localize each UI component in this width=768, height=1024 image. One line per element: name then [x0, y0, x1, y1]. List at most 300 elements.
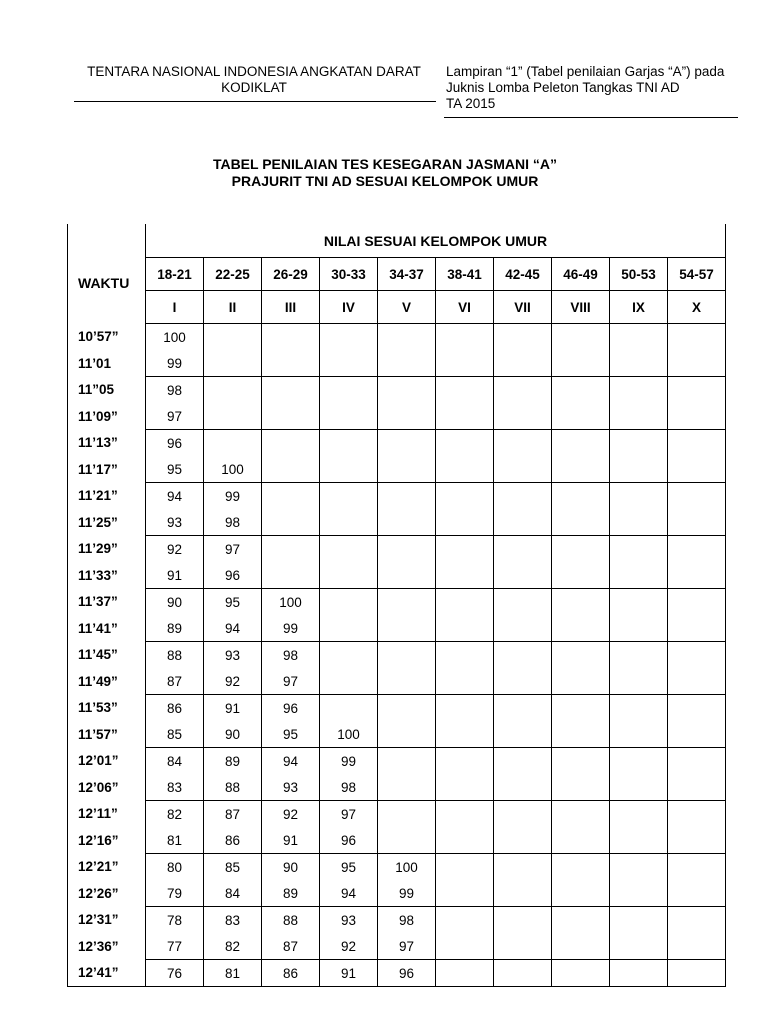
- score-cell: [262, 536, 320, 563]
- table-row: [68, 721, 726, 748]
- score-cell: [610, 774, 668, 801]
- score-cell: [668, 854, 726, 881]
- score-cell: [262, 562, 320, 589]
- score-cell: [552, 933, 610, 960]
- score-cell: [378, 748, 436, 775]
- score-cell: [436, 456, 494, 483]
- time-cell: 12’21”: [68, 854, 146, 881]
- age-group-header: 22-25: [204, 258, 262, 291]
- score-cell: 82: [204, 933, 262, 960]
- score-cell: [436, 536, 494, 563]
- score-cell: 98: [146, 377, 204, 404]
- score-cell: [552, 774, 610, 801]
- score-cell: 99: [204, 483, 262, 510]
- age-group-header: 34-37: [378, 258, 436, 291]
- roman-header: IX: [610, 291, 668, 324]
- score-cell: [494, 615, 552, 642]
- score-cell: 98: [378, 907, 436, 934]
- score-cell: [494, 324, 552, 351]
- score-cell: [262, 483, 320, 510]
- roman-header: III: [262, 291, 320, 324]
- score-cell: [610, 933, 668, 960]
- score-cell: 79: [146, 880, 204, 907]
- score-cell: [610, 668, 668, 695]
- time-cell: 12’41”: [68, 960, 146, 987]
- score-cell: 84: [146, 748, 204, 775]
- score-cell: [610, 695, 668, 722]
- score-cell: 100: [262, 589, 320, 616]
- score-cell: [668, 933, 726, 960]
- score-cell: [494, 509, 552, 536]
- table-row: [68, 774, 726, 801]
- score-cell: [552, 907, 610, 934]
- score-cell: 93: [146, 509, 204, 536]
- score-cell: 94: [204, 615, 262, 642]
- age-group-header: 54-57: [668, 258, 726, 291]
- score-cell: 88: [204, 774, 262, 801]
- score-cell: [436, 324, 494, 351]
- score-cell: [494, 827, 552, 854]
- score-cell: 88: [146, 642, 204, 669]
- score-cell: 100: [320, 721, 378, 748]
- score-cell: [494, 589, 552, 616]
- score-cell: [378, 615, 436, 642]
- score-cell: 93: [204, 642, 262, 669]
- score-cell: [378, 483, 436, 510]
- score-cell: [552, 668, 610, 695]
- score-body: [68, 324, 726, 987]
- score-cell: [494, 536, 552, 563]
- score-cell: [436, 642, 494, 669]
- score-cell: [378, 827, 436, 854]
- score-cell: [320, 668, 378, 695]
- score-cell: 100: [204, 456, 262, 483]
- score-cell: 98: [320, 774, 378, 801]
- time-cell: 11’13”: [68, 430, 146, 457]
- score-cell: [320, 562, 378, 589]
- attachment-line-1: Lampiran “1” (Tabel penilaian Garjas “A”) pada: [446, 64, 725, 79]
- score-cell: [668, 774, 726, 801]
- score-cell: [610, 430, 668, 457]
- score-cell: 80: [146, 854, 204, 881]
- score-cell: [494, 907, 552, 934]
- time-cell: 11’25”: [68, 509, 146, 536]
- roman-header: VII: [494, 291, 552, 324]
- score-cell: 92: [204, 668, 262, 695]
- time-cell: 11’17”: [68, 456, 146, 483]
- table-row: [68, 880, 726, 907]
- score-cell: [262, 430, 320, 457]
- score-cell: 93: [320, 907, 378, 934]
- score-cell: 95: [262, 721, 320, 748]
- score-cell: [668, 615, 726, 642]
- score-cell: [378, 695, 436, 722]
- time-cell: 11’53”: [68, 695, 146, 722]
- score-cell: [494, 695, 552, 722]
- score-cell: [668, 827, 726, 854]
- table-row: [68, 589, 726, 616]
- score-cell: [668, 801, 726, 828]
- time-cell: 12’11”: [68, 801, 146, 828]
- table-row: [68, 854, 726, 881]
- score-cell: 86: [204, 827, 262, 854]
- score-cell: 98: [204, 509, 262, 536]
- score-cell: 92: [146, 536, 204, 563]
- org-unit: KODIKLAT: [221, 80, 287, 95]
- time-cell: 11’09”: [68, 403, 146, 430]
- score-cell: 99: [262, 615, 320, 642]
- score-cell: [552, 350, 610, 377]
- score-cell: [610, 721, 668, 748]
- score-cell: [494, 854, 552, 881]
- score-cell: [320, 589, 378, 616]
- score-cell: 96: [262, 695, 320, 722]
- time-cell: 11’41”: [68, 615, 146, 642]
- score-cell: [436, 748, 494, 775]
- score-cell: [378, 589, 436, 616]
- score-cell: 85: [146, 721, 204, 748]
- table-row: [68, 562, 726, 589]
- score-cell: [668, 536, 726, 563]
- score-cell: [494, 430, 552, 457]
- score-cell: 99: [378, 880, 436, 907]
- score-cell: [320, 483, 378, 510]
- score-cell: 99: [320, 748, 378, 775]
- score-cell: [668, 403, 726, 430]
- score-cell: 94: [262, 748, 320, 775]
- score-cell: [378, 801, 436, 828]
- score-cell: [494, 774, 552, 801]
- score-cell: 96: [204, 562, 262, 589]
- score-cell: [610, 801, 668, 828]
- age-group-header: 46-49: [552, 258, 610, 291]
- score-cell: [552, 801, 610, 828]
- score-cell: 94: [146, 483, 204, 510]
- score-cell: [262, 377, 320, 404]
- score-cell: 97: [320, 801, 378, 828]
- score-cell: 88: [262, 907, 320, 934]
- doc-title-line-2: PRAJURIT TNI AD SESUAI KELOMPOK UMUR: [231, 173, 539, 189]
- score-cell: [668, 430, 726, 457]
- score-cell: [552, 695, 610, 722]
- score-cell: [552, 960, 610, 987]
- score-cell: [494, 668, 552, 695]
- score-cell: [552, 748, 610, 775]
- score-cell: [494, 933, 552, 960]
- time-cell: 12’36”: [68, 933, 146, 960]
- score-cell: [552, 615, 610, 642]
- score-cell: [204, 350, 262, 377]
- score-cell: 91: [262, 827, 320, 854]
- table-row: [68, 377, 726, 404]
- score-cell: [494, 456, 552, 483]
- score-cell: [610, 403, 668, 430]
- time-cell: 11’29”: [68, 536, 146, 563]
- time-cell: 12’16”: [68, 827, 146, 854]
- table-row: [68, 483, 726, 510]
- table-row: [68, 801, 726, 828]
- score-cell: [552, 403, 610, 430]
- score-cell: [378, 774, 436, 801]
- table-row: [68, 509, 726, 536]
- score-cell: 97: [204, 536, 262, 563]
- score-cell: 82: [146, 801, 204, 828]
- table-row: [68, 827, 726, 854]
- table-row: [68, 430, 726, 457]
- score-cell: [494, 403, 552, 430]
- table-row: [68, 642, 726, 669]
- score-cell: [378, 721, 436, 748]
- score-cell: 81: [146, 827, 204, 854]
- score-cell: [436, 695, 494, 722]
- score-cell: [668, 350, 726, 377]
- score-cell: [320, 430, 378, 457]
- score-cell: [262, 509, 320, 536]
- score-cell: [552, 456, 610, 483]
- score-cell: [668, 562, 726, 589]
- score-cell: [436, 827, 494, 854]
- score-cell: [320, 642, 378, 669]
- score-cell: [552, 880, 610, 907]
- table-row: [68, 324, 726, 351]
- time-cell: 11”05: [68, 377, 146, 404]
- score-cell: [668, 456, 726, 483]
- score-cell: 86: [262, 960, 320, 987]
- score-cell: [610, 615, 668, 642]
- score-cell: [378, 642, 436, 669]
- score-cell: [320, 324, 378, 351]
- score-table: [67, 224, 726, 987]
- score-cell: [378, 668, 436, 695]
- score-cell: [668, 483, 726, 510]
- score-cell: 96: [146, 430, 204, 457]
- table-row: [68, 536, 726, 563]
- score-cell: 96: [378, 960, 436, 987]
- score-cell: [436, 350, 494, 377]
- score-cell: 76: [146, 960, 204, 987]
- age-group-header: 50-53: [610, 258, 668, 291]
- score-cell: [204, 430, 262, 457]
- score-cell: [378, 562, 436, 589]
- score-cell: [378, 377, 436, 404]
- score-cell: 91: [204, 695, 262, 722]
- time-cell: 12’31”: [68, 907, 146, 934]
- score-cell: [494, 562, 552, 589]
- roman-header: I: [146, 291, 204, 324]
- score-cell: [552, 377, 610, 404]
- header-left: [72, 64, 436, 96]
- group-caption: NILAI SESUAI KELOMPOK UMUR: [146, 224, 726, 258]
- score-cell: [204, 377, 262, 404]
- score-cell: [494, 483, 552, 510]
- score-cell: 81: [204, 960, 262, 987]
- score-cell: 95: [204, 589, 262, 616]
- score-cell: [436, 774, 494, 801]
- time-cell: 11’21”: [68, 483, 146, 510]
- score-cell: [668, 695, 726, 722]
- score-cell: 87: [262, 933, 320, 960]
- age-group-row: [68, 258, 726, 291]
- score-cell: [610, 642, 668, 669]
- score-cell: [668, 642, 726, 669]
- score-cell: 93: [262, 774, 320, 801]
- score-cell: 89: [262, 880, 320, 907]
- score-cell: [320, 509, 378, 536]
- roman-header: VI: [436, 291, 494, 324]
- score-cell: [610, 827, 668, 854]
- score-cell: [610, 509, 668, 536]
- score-cell: [262, 324, 320, 351]
- header-right: [446, 64, 746, 112]
- time-cell: 12’01”: [68, 748, 146, 775]
- age-group-header: 30-33: [320, 258, 378, 291]
- score-cell: [320, 377, 378, 404]
- score-cell: [494, 721, 552, 748]
- score-cell: [610, 960, 668, 987]
- score-cell: [378, 350, 436, 377]
- score-cell: [552, 324, 610, 351]
- score-cell: [494, 748, 552, 775]
- score-cell: 91: [146, 562, 204, 589]
- score-cell: [610, 589, 668, 616]
- score-cell: 90: [204, 721, 262, 748]
- score-cell: [378, 456, 436, 483]
- score-cell: 90: [146, 589, 204, 616]
- score-cell: [610, 377, 668, 404]
- score-cell: [436, 721, 494, 748]
- time-cell: 10’57”: [68, 324, 146, 351]
- score-cell: [610, 748, 668, 775]
- score-cell: 97: [378, 933, 436, 960]
- score-cell: 77: [146, 933, 204, 960]
- waktu-header: WAKTU: [68, 224, 146, 291]
- table-row: [68, 350, 726, 377]
- attachment-line-2: Juknis Lomba Peleton Tangkas TNI AD: [446, 80, 680, 95]
- roman-header: II: [204, 291, 262, 324]
- score-cell: [320, 456, 378, 483]
- score-cell: [552, 854, 610, 881]
- score-cell: [204, 403, 262, 430]
- score-cell: 100: [378, 854, 436, 881]
- score-cell: [320, 695, 378, 722]
- score-cell: [378, 324, 436, 351]
- score-cell: [552, 562, 610, 589]
- score-cell: [552, 483, 610, 510]
- score-cell: 95: [146, 456, 204, 483]
- score-cell: 83: [204, 907, 262, 934]
- score-cell: [552, 536, 610, 563]
- score-cell: [378, 509, 436, 536]
- score-cell: 92: [262, 801, 320, 828]
- score-cell: [668, 721, 726, 748]
- score-cell: 89: [146, 615, 204, 642]
- table-row: [68, 403, 726, 430]
- score-cell: [436, 377, 494, 404]
- score-cell: [436, 960, 494, 987]
- score-cell: [436, 403, 494, 430]
- score-cell: [610, 324, 668, 351]
- score-cell: 78: [146, 907, 204, 934]
- score-cell: [436, 668, 494, 695]
- score-cell: [552, 509, 610, 536]
- score-cell: 89: [204, 748, 262, 775]
- score-cell: [436, 589, 494, 616]
- attachment-line-3: TA 2015: [446, 96, 496, 111]
- score-cell: [494, 642, 552, 669]
- score-cell: 96: [320, 827, 378, 854]
- score-cell: [610, 880, 668, 907]
- score-cell: [494, 880, 552, 907]
- time-cell: 11’37”: [68, 589, 146, 616]
- table-row: [68, 668, 726, 695]
- score-cell: [436, 430, 494, 457]
- score-cell: [378, 403, 436, 430]
- score-cell: [494, 350, 552, 377]
- score-cell: [262, 456, 320, 483]
- score-cell: [668, 960, 726, 987]
- score-cell: [262, 403, 320, 430]
- table-row: [68, 615, 726, 642]
- time-cell: 11’01: [68, 350, 146, 377]
- score-cell: 83: [146, 774, 204, 801]
- score-cell: [610, 483, 668, 510]
- score-cell: [494, 801, 552, 828]
- score-cell: 97: [146, 403, 204, 430]
- age-group-header: 26-29: [262, 258, 320, 291]
- score-cell: [262, 350, 320, 377]
- header-left-rule: [74, 101, 436, 102]
- score-cell: [610, 562, 668, 589]
- score-cell: [436, 801, 494, 828]
- score-cell: 84: [204, 880, 262, 907]
- score-cell: 87: [146, 668, 204, 695]
- table-row: [68, 748, 726, 775]
- age-group-header: 38-41: [436, 258, 494, 291]
- roman-row: [68, 291, 726, 324]
- time-cell: 11’45”: [68, 642, 146, 669]
- score-cell: [494, 960, 552, 987]
- score-cell: [436, 933, 494, 960]
- doc-title-line-1: TABEL PENILAIAN TES KESEGARAN JASMANI “A”: [212, 156, 558, 172]
- header-right-rule: [444, 117, 738, 118]
- score-cell: [552, 721, 610, 748]
- score-cell: 94: [320, 880, 378, 907]
- table-row: [68, 960, 726, 987]
- waktu-blank: [68, 291, 146, 324]
- score-cell: 86: [146, 695, 204, 722]
- score-cell: [436, 907, 494, 934]
- score-cell: 87: [204, 801, 262, 828]
- score-cell: [610, 907, 668, 934]
- score-cell: 95: [320, 854, 378, 881]
- score-cell: [610, 350, 668, 377]
- score-cell: [668, 668, 726, 695]
- score-cell: [668, 880, 726, 907]
- score-cell: [436, 483, 494, 510]
- score-cell: 91: [320, 960, 378, 987]
- score-cell: [668, 377, 726, 404]
- table-row: [68, 456, 726, 483]
- time-cell: 11’49”: [68, 668, 146, 695]
- score-cell: [552, 589, 610, 616]
- time-cell: 12’06”: [68, 774, 146, 801]
- score-cell: [436, 562, 494, 589]
- score-cell: 97: [262, 668, 320, 695]
- score-cell: [436, 615, 494, 642]
- score-cell: [668, 509, 726, 536]
- score-cell: [436, 509, 494, 536]
- score-cell: [668, 907, 726, 934]
